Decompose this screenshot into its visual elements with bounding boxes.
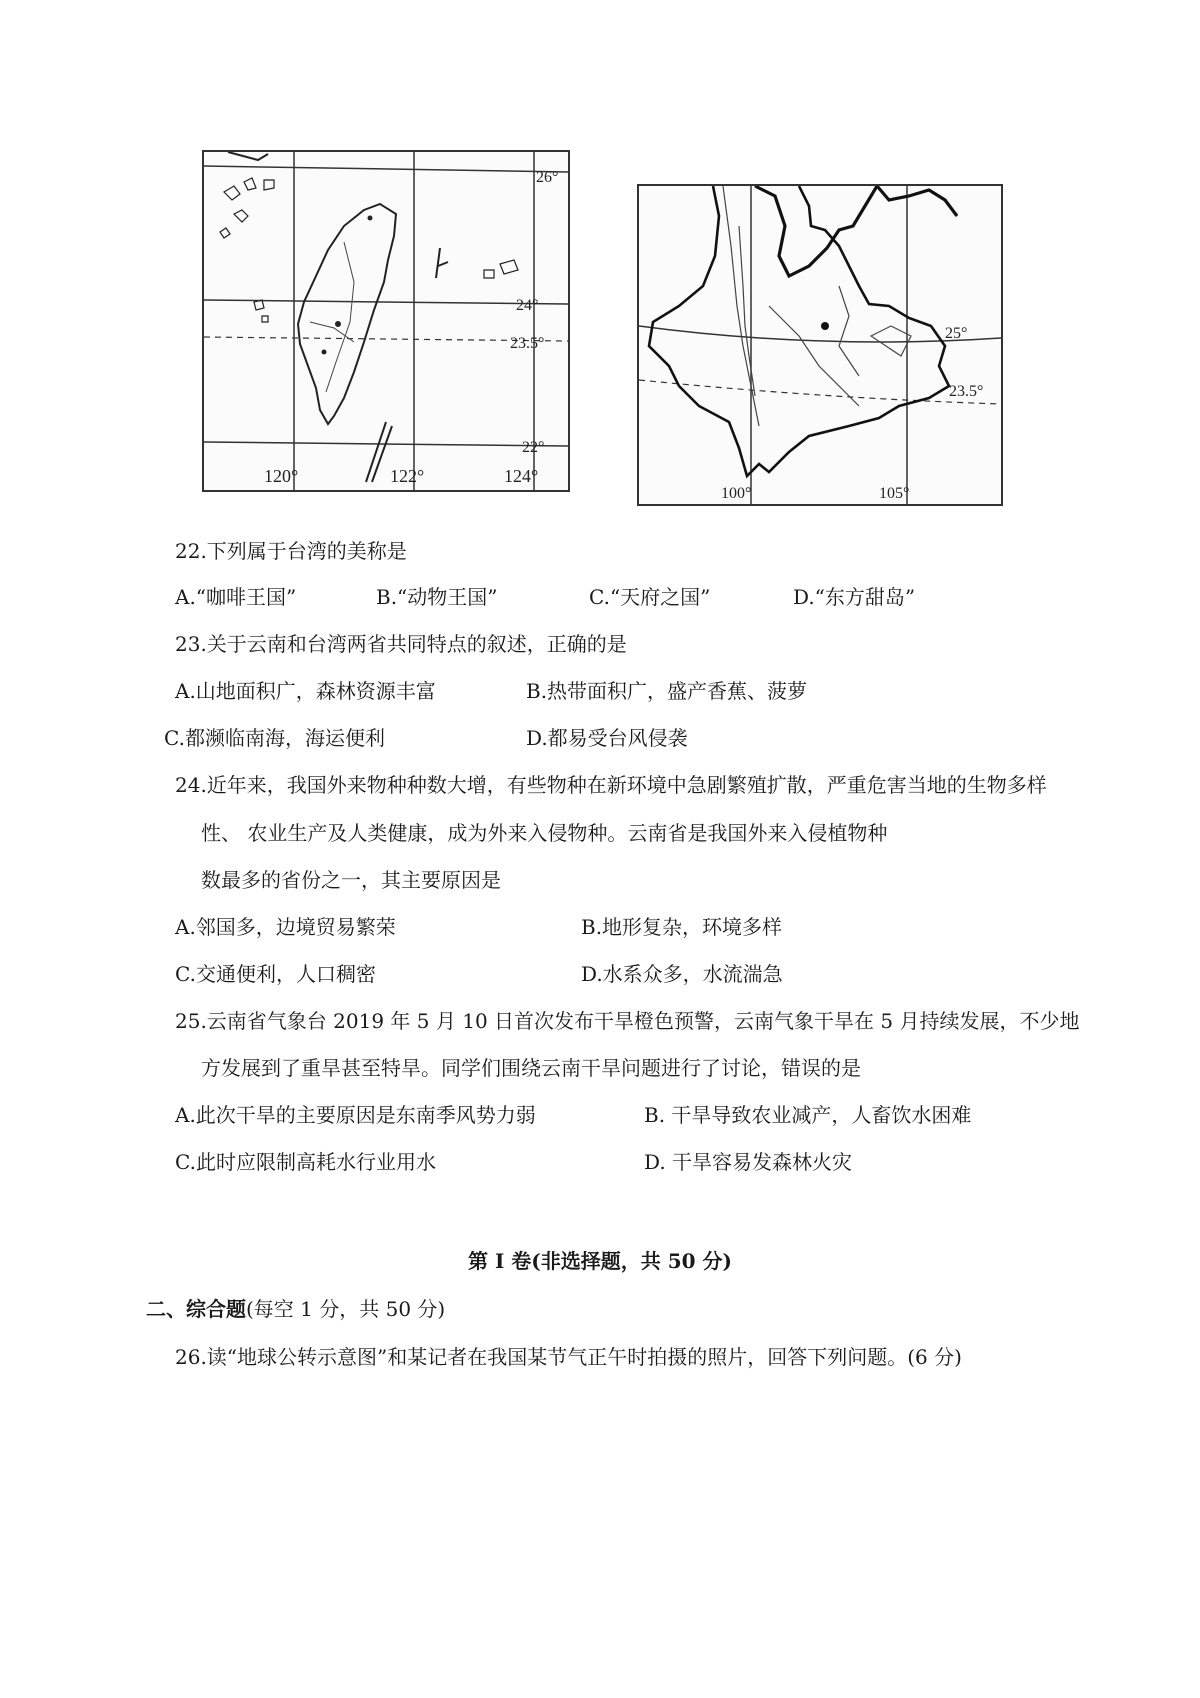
- section-heading-scoring: (每空 1 分，共 50 分): [246, 1297, 446, 1321]
- q24-option-b: B.地形复杂，环境多样: [581, 915, 783, 939]
- q22-option-a: A.“咖啡王国”: [175, 585, 297, 609]
- yunnan-map: [637, 184, 1003, 506]
- lat-label-23-5: 23.5°: [510, 335, 545, 352]
- q24-stem-line3: 数最多的省份之一，其主要原因是: [201, 868, 501, 892]
- yunnan-map-graphic: [639, 186, 1001, 504]
- q24-option-c: C.交通便利，人口稠密: [175, 962, 376, 986]
- q22-option-d: D.“东方甜岛”: [793, 585, 916, 609]
- q23-option-b: B.热带面积广，盛产香蕉、菠萝: [526, 679, 808, 703]
- lat-label-22: 22°: [522, 439, 545, 456]
- q23-option-d: D.都易受台风侵袭: [526, 726, 688, 750]
- q23-stem: 23.关于云南和台湾两省共同特点的叙述，正确的是: [175, 632, 627, 656]
- q22-option-b: B.“动物王国”: [376, 585, 498, 609]
- lon-label-124: 124°: [504, 466, 539, 486]
- lat-label-25: 25°: [945, 325, 968, 342]
- lon-label-120: 120°: [264, 466, 299, 486]
- section-title: 第 I 卷(非选择题，共 50 分): [468, 1249, 732, 1273]
- q22-option-c: C.“天府之国”: [589, 585, 711, 609]
- lat-label-26: 26°: [536, 169, 559, 186]
- section-heading: [146, 1295, 445, 1323]
- q26-stem: 26.读“地球公转示意图”和某记者在我国某节气正午时拍摄的照片，回答下列问题。(6 分): [175, 1345, 962, 1369]
- lon-label-105: 105°: [879, 485, 910, 502]
- section-heading-label: 二、综合题: [146, 1297, 246, 1321]
- q25-stem-line2: 方发展到了重旱甚至特旱。同学们围绕云南干旱问题进行了讨论，错误的是: [201, 1056, 861, 1080]
- q24-stem: 24.近年来，我国外来物种种数大增，有些物种在新环境中急剧繁殖扩散，严重危害当地的生物多样: [175, 773, 1047, 797]
- q25-stem: 25.云南省气象台 2019 年 5 月 10 日首次发布干旱橙色预警，云南气象干旱在 5 月持续发展，不少地: [175, 1009, 1080, 1033]
- q25-option-b: B. 干旱导致农业减产，人畜饮水困难: [644, 1103, 972, 1127]
- taiwan-map-graphic: [204, 152, 568, 490]
- lon-label-122: 122°: [390, 466, 425, 486]
- q25-option-d: D. 干旱容易发森林火灾: [644, 1150, 853, 1174]
- lat-label-23-5-yn: 23.5°: [949, 383, 984, 400]
- taiwan-map: [202, 150, 570, 492]
- q23-option-c: C.都濒临南海，海运便利: [164, 726, 385, 750]
- q25-option-a: A.此次干旱的主要原因是东南季风势力弱: [175, 1103, 536, 1127]
- q23-option-a: A.山地面积广，森林资源丰富: [175, 679, 436, 703]
- q25-option-c: C.此时应限制高耗水行业用水: [175, 1150, 436, 1174]
- lon-label-100: 100°: [721, 485, 752, 502]
- q22-stem: 22.下列属于台湾的美称是: [175, 539, 407, 563]
- q24-option-a: A.邻国多，边境贸易繁荣: [175, 915, 396, 939]
- q24-stem-line2: 性、 农业生产及人类健康，成为外来入侵物种。云南省是我国外来入侵植物种: [201, 821, 888, 845]
- lat-label-24: 24°: [516, 297, 539, 314]
- q24-option-d: D.水系众多，水流湍急: [581, 962, 783, 986]
